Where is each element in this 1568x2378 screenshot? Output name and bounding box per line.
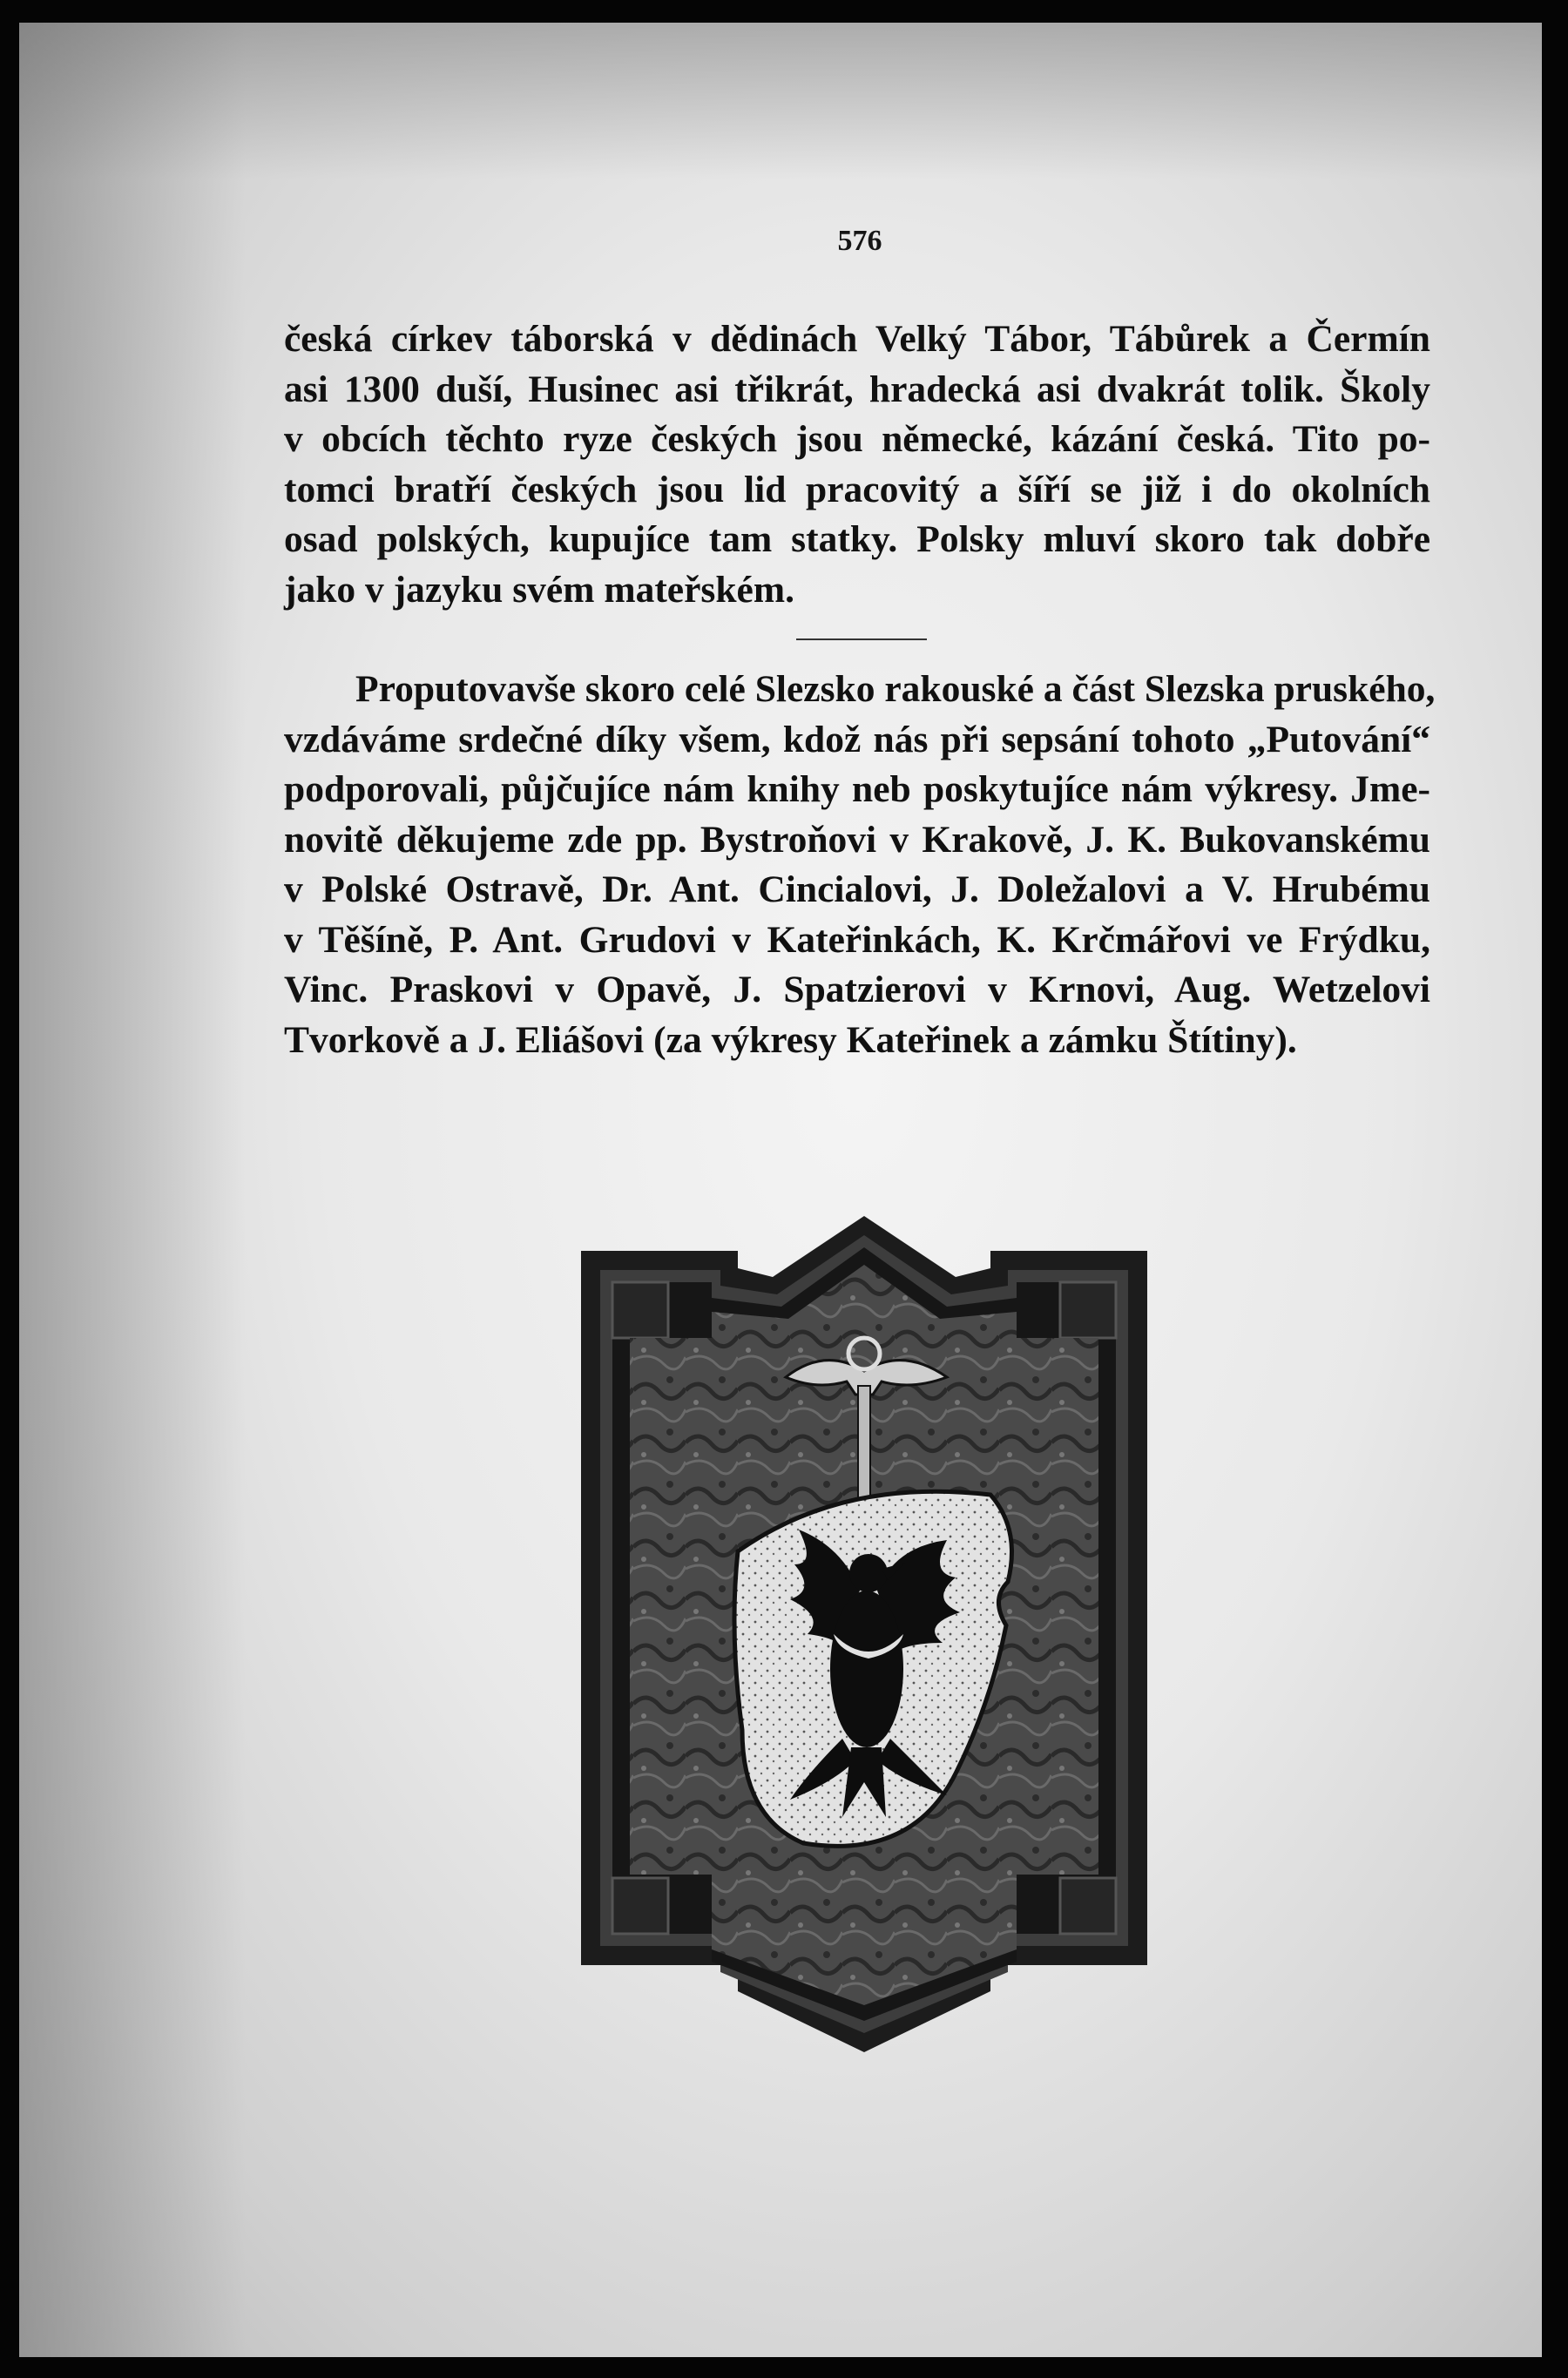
text-line: Vinc. Praskovi v Opavě, J. Spatzierovi v Krnovi, Aug. Wetzelovi [284,969,1430,1010]
text-line: česká církev táborská v dědinách Velký Tábor, Tábůrek a Čermín [284,318,1430,360]
text-line: Tvorkově a J. Eliášovi (za výkresy Kateřinek a zámku Štítiny). [284,1018,1297,1061]
text-line: jako v jazyku svém mateřském. [284,568,794,611]
paragraph-2 [284,665,1436,1065]
text-line: podporovali, půjčujíce nám knihy neb poskytujíce nám výkresy. Jme- [284,768,1430,810]
text-line: vzdáváme srdečné díky všem, kdož nás při sepsání tohoto „Putování“ [284,718,1430,760]
text-line: Proputovavše skoro celé Slezsko rakouské a část Slezska pruského, [355,668,1436,710]
book-page [19,23,1542,2357]
page-number: 576 [837,225,882,257]
text-line: tomci bratří českých jsou lid pracovitý a šíří se již i do okolních [284,468,1430,510]
section-separator [796,638,927,640]
coat-of-arms-svg [581,1216,1147,2052]
paragraph-1 [284,314,1430,615]
text-line: asi 1300 duší, Husinec asi třikrát, hradecká asi dvakrát tolik. Školy [284,368,1430,410]
text-line: v Těšíně, P. Ant. Grudovi v Kateřinkách, K. Krčmářovi ve Frýdku, [284,918,1430,961]
text-line: v obcích těchto ryze českých jsou německé, kázání česká. Tito po- [284,418,1430,460]
text-line: v Polské Ostravě, Dr. Ant. Cincialovi, J. Doležalovi a V. Hrubému [284,868,1430,910]
coat-of-arms-illustration [581,1216,1147,2052]
text-line: osad polských, kupujíce tam statky. Polsky mluví skoro tak dobře [284,518,1430,560]
text-line: novitě děkujeme zde pp. Bystroňovi v Krakově, J. K. Bukovanskému [284,818,1430,861]
